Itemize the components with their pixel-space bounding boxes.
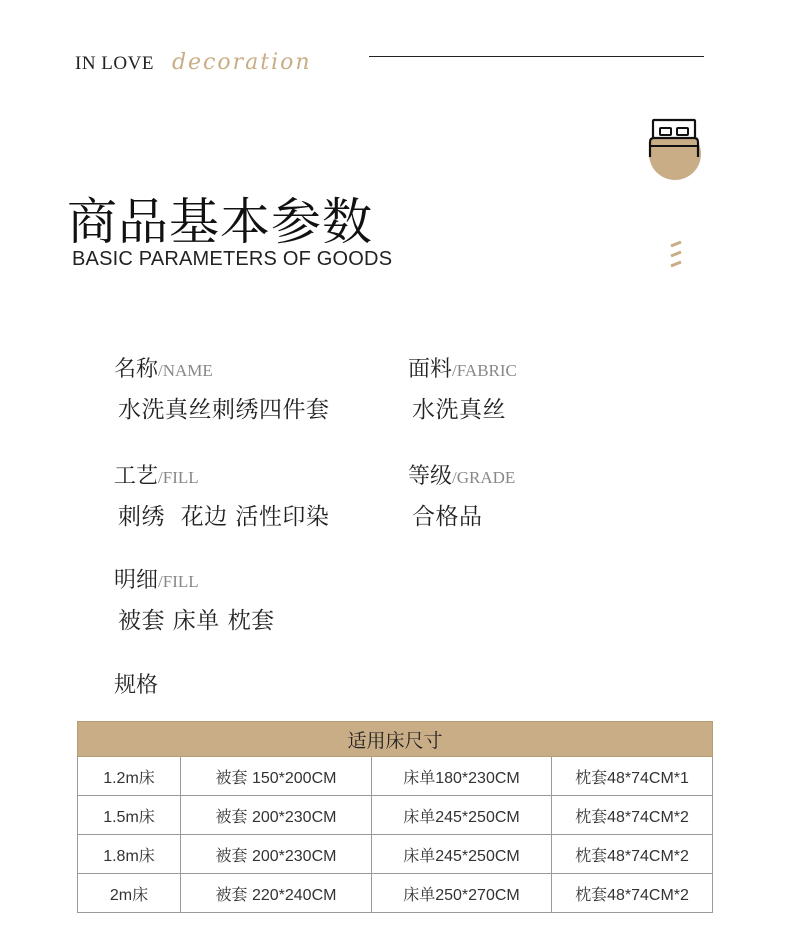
cell-sheet: 床单245*250CM	[372, 835, 552, 874]
param-detail-label-cn: 明细	[114, 568, 159, 593]
table-row	[78, 835, 713, 874]
page-subtitle: BASIC PARAMETERS OF GOODS	[72, 248, 393, 270]
table-header: 适用床尺寸	[78, 722, 713, 757]
stripes-icon	[668, 240, 684, 270]
table-header-row	[78, 722, 713, 757]
param-name-label-cn: 名称	[114, 357, 159, 382]
param-detail-label	[114, 563, 275, 594]
param-craft	[114, 459, 329, 531]
param-grade	[408, 459, 515, 531]
param-fabric	[408, 352, 517, 424]
top-divider	[369, 56, 704, 57]
param-grade-label-cn: 等级	[408, 464, 453, 489]
table-row	[78, 757, 713, 796]
param-name-label-en: /NAME	[158, 361, 213, 380]
table-row	[78, 874, 713, 913]
cell-sheet: 床单250*270CM	[372, 874, 552, 913]
brand	[75, 50, 312, 75]
cell-pillowcase: 枕套48*74CM*2	[552, 835, 713, 874]
param-craft-label	[114, 459, 329, 490]
param-detail	[114, 563, 275, 635]
cell-duvet: 被套 200*230CM	[181, 796, 372, 835]
cell-duvet: 被套 220*240CM	[181, 874, 372, 913]
cell-bed-size: 1.8m床	[78, 835, 181, 874]
size-table	[77, 721, 713, 913]
spec-label: 规格	[114, 673, 159, 698]
param-grade-label	[408, 459, 515, 490]
cell-sheet: 床单180*230CM	[372, 757, 552, 796]
param-grade-value: 合格品	[412, 504, 483, 530]
param-craft-label-cn: 工艺	[114, 464, 159, 489]
param-name	[114, 352, 330, 424]
cell-pillowcase: 枕套48*74CM*2	[552, 874, 713, 913]
param-craft-label-en: /FILL	[158, 468, 199, 487]
cell-duvet: 被套 150*200CM	[181, 757, 372, 796]
brand-main: IN LOVE	[75, 53, 154, 74]
bed-badge	[648, 118, 704, 182]
bed-icon	[648, 118, 702, 158]
cell-duvet: 被套 200*230CM	[181, 835, 372, 874]
cell-bed-size: 1.2m床	[78, 757, 181, 796]
param-fabric-label-cn: 面料	[408, 357, 453, 382]
brand-script: decoration	[171, 50, 312, 75]
cell-bed-size: 2m床	[78, 874, 181, 913]
param-fabric-value: 水洗真丝	[412, 397, 506, 423]
cell-bed-size: 1.5m床	[78, 796, 181, 835]
param-detail-value: 被套 床单 枕套	[118, 608, 275, 634]
param-grade-label-en: /GRADE	[452, 468, 516, 487]
param-craft-value: 刺绣 花边 活性印染	[118, 504, 330, 530]
param-fabric-label	[408, 352, 517, 383]
table-row	[78, 796, 713, 835]
page-title: 商品基本参数	[67, 193, 373, 251]
param-name-label	[114, 352, 330, 383]
param-name-value: 水洗真丝刺绣四件套	[118, 397, 330, 423]
param-fabric-label-en: /FABRIC	[452, 361, 517, 380]
cell-pillowcase: 枕套48*74CM*1	[552, 757, 713, 796]
param-detail-label-en: /FILL	[158, 572, 199, 591]
cell-sheet: 床单245*250CM	[372, 796, 552, 835]
cell-pillowcase: 枕套48*74CM*2	[552, 796, 713, 835]
